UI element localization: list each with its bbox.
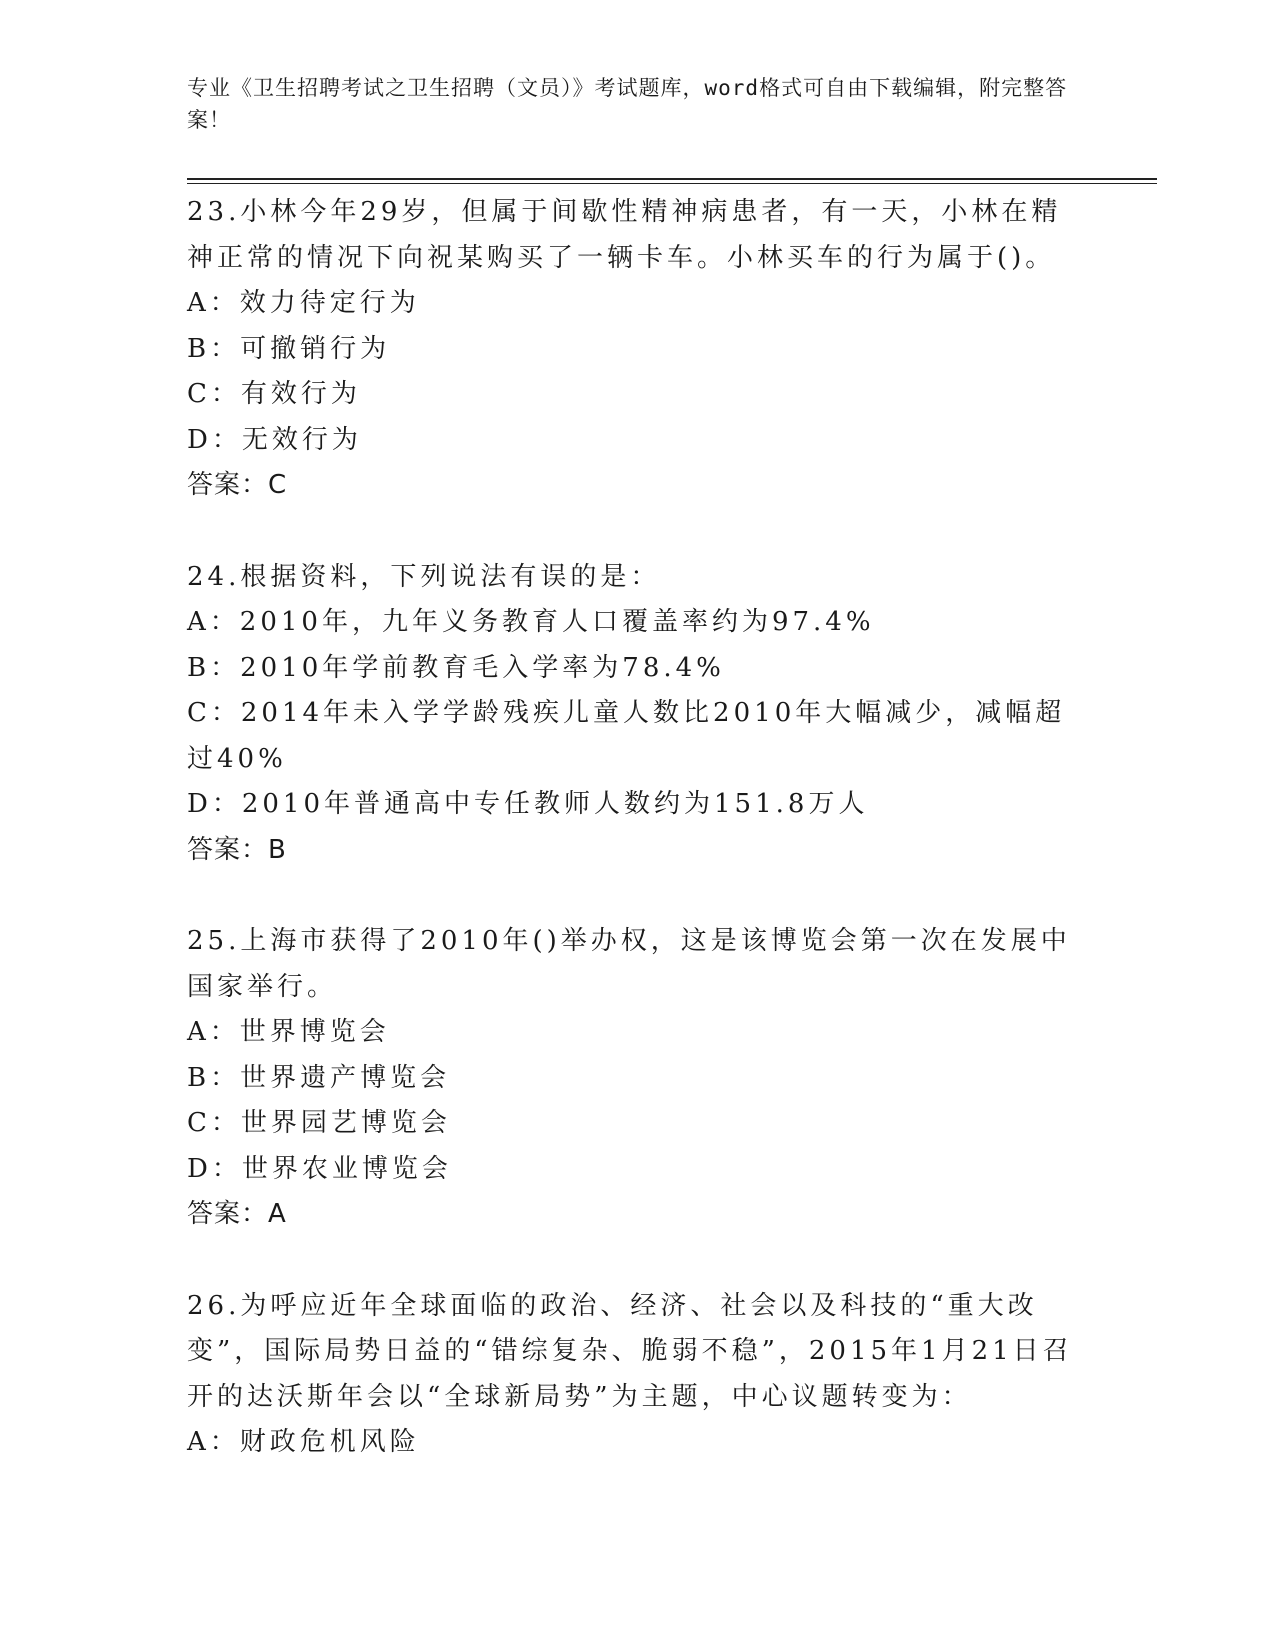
header-divider-thin [187, 183, 1157, 184]
option-c: C：2014年未入学学龄残疾儿童人数比2010年大幅减少，减幅超过40% [187, 698, 1066, 774]
question-list [187, 190, 1087, 1466]
option-c: C：世界园艺博览会 [187, 1108, 451, 1138]
option-d: D：2010年普通高中专任教师人数约为151.8万人 [187, 789, 869, 819]
option-b: B：可撤销行为 [187, 333, 391, 364]
document-header: 专业《卫生招聘考试之卫生招聘（文员）》考试题库，word格式可自由下载编辑，附完整答案！ [187, 76, 1068, 132]
question-26 [187, 1284, 1087, 1466]
option-a: A：财政危机风险 [187, 1427, 420, 1457]
option-b: B：2010年学前教育毛入学率为78.4% [187, 652, 725, 683]
answer-line: 答案：B [187, 834, 287, 865]
header-divider-thick [187, 178, 1157, 180]
answer-line: 答案：A [187, 1199, 287, 1229]
question-stem: 26.为呼应近年全球面临的政治、经济、社会以及科技的“重大改变”，国际局势日益的“错综复杂、脆弱不稳”，2015年1月21日召开的达沃斯年会以“全球新局势”为主题，中心议题转变为： [187, 1290, 1073, 1412]
option-d: D：无效行为 [187, 424, 362, 455]
option-a: A：2010年，九年义务教育人口覆盖率约为97.4% [187, 607, 875, 637]
option-a: A：世界博览会 [187, 1017, 390, 1047]
question-stem: 23.小林今年29岁，但属于间歇性精神病患者，有一天，小林在精神正常的情况下向祝某购买了一辆卡车。小林买车的行为属于()。 [187, 197, 1062, 273]
option-a: A：效力待定行为 [187, 288, 420, 318]
option-b: B：世界遗产博览会 [187, 1062, 451, 1093]
option-c: C：有效行为 [187, 379, 361, 409]
answer-line: 答案：C [187, 470, 288, 500]
question-stem: 24.根据资料，下列说法有误的是： [187, 561, 661, 592]
question-stem: 25.上海市获得了2010年()举办权，这是该博览会第一次在发展中国家举行。 [187, 926, 1071, 1002]
question-24 [187, 555, 1087, 874]
question-25 [187, 919, 1087, 1238]
question-23 [187, 190, 1087, 509]
option-d: D：世界农业博览会 [187, 1153, 452, 1184]
